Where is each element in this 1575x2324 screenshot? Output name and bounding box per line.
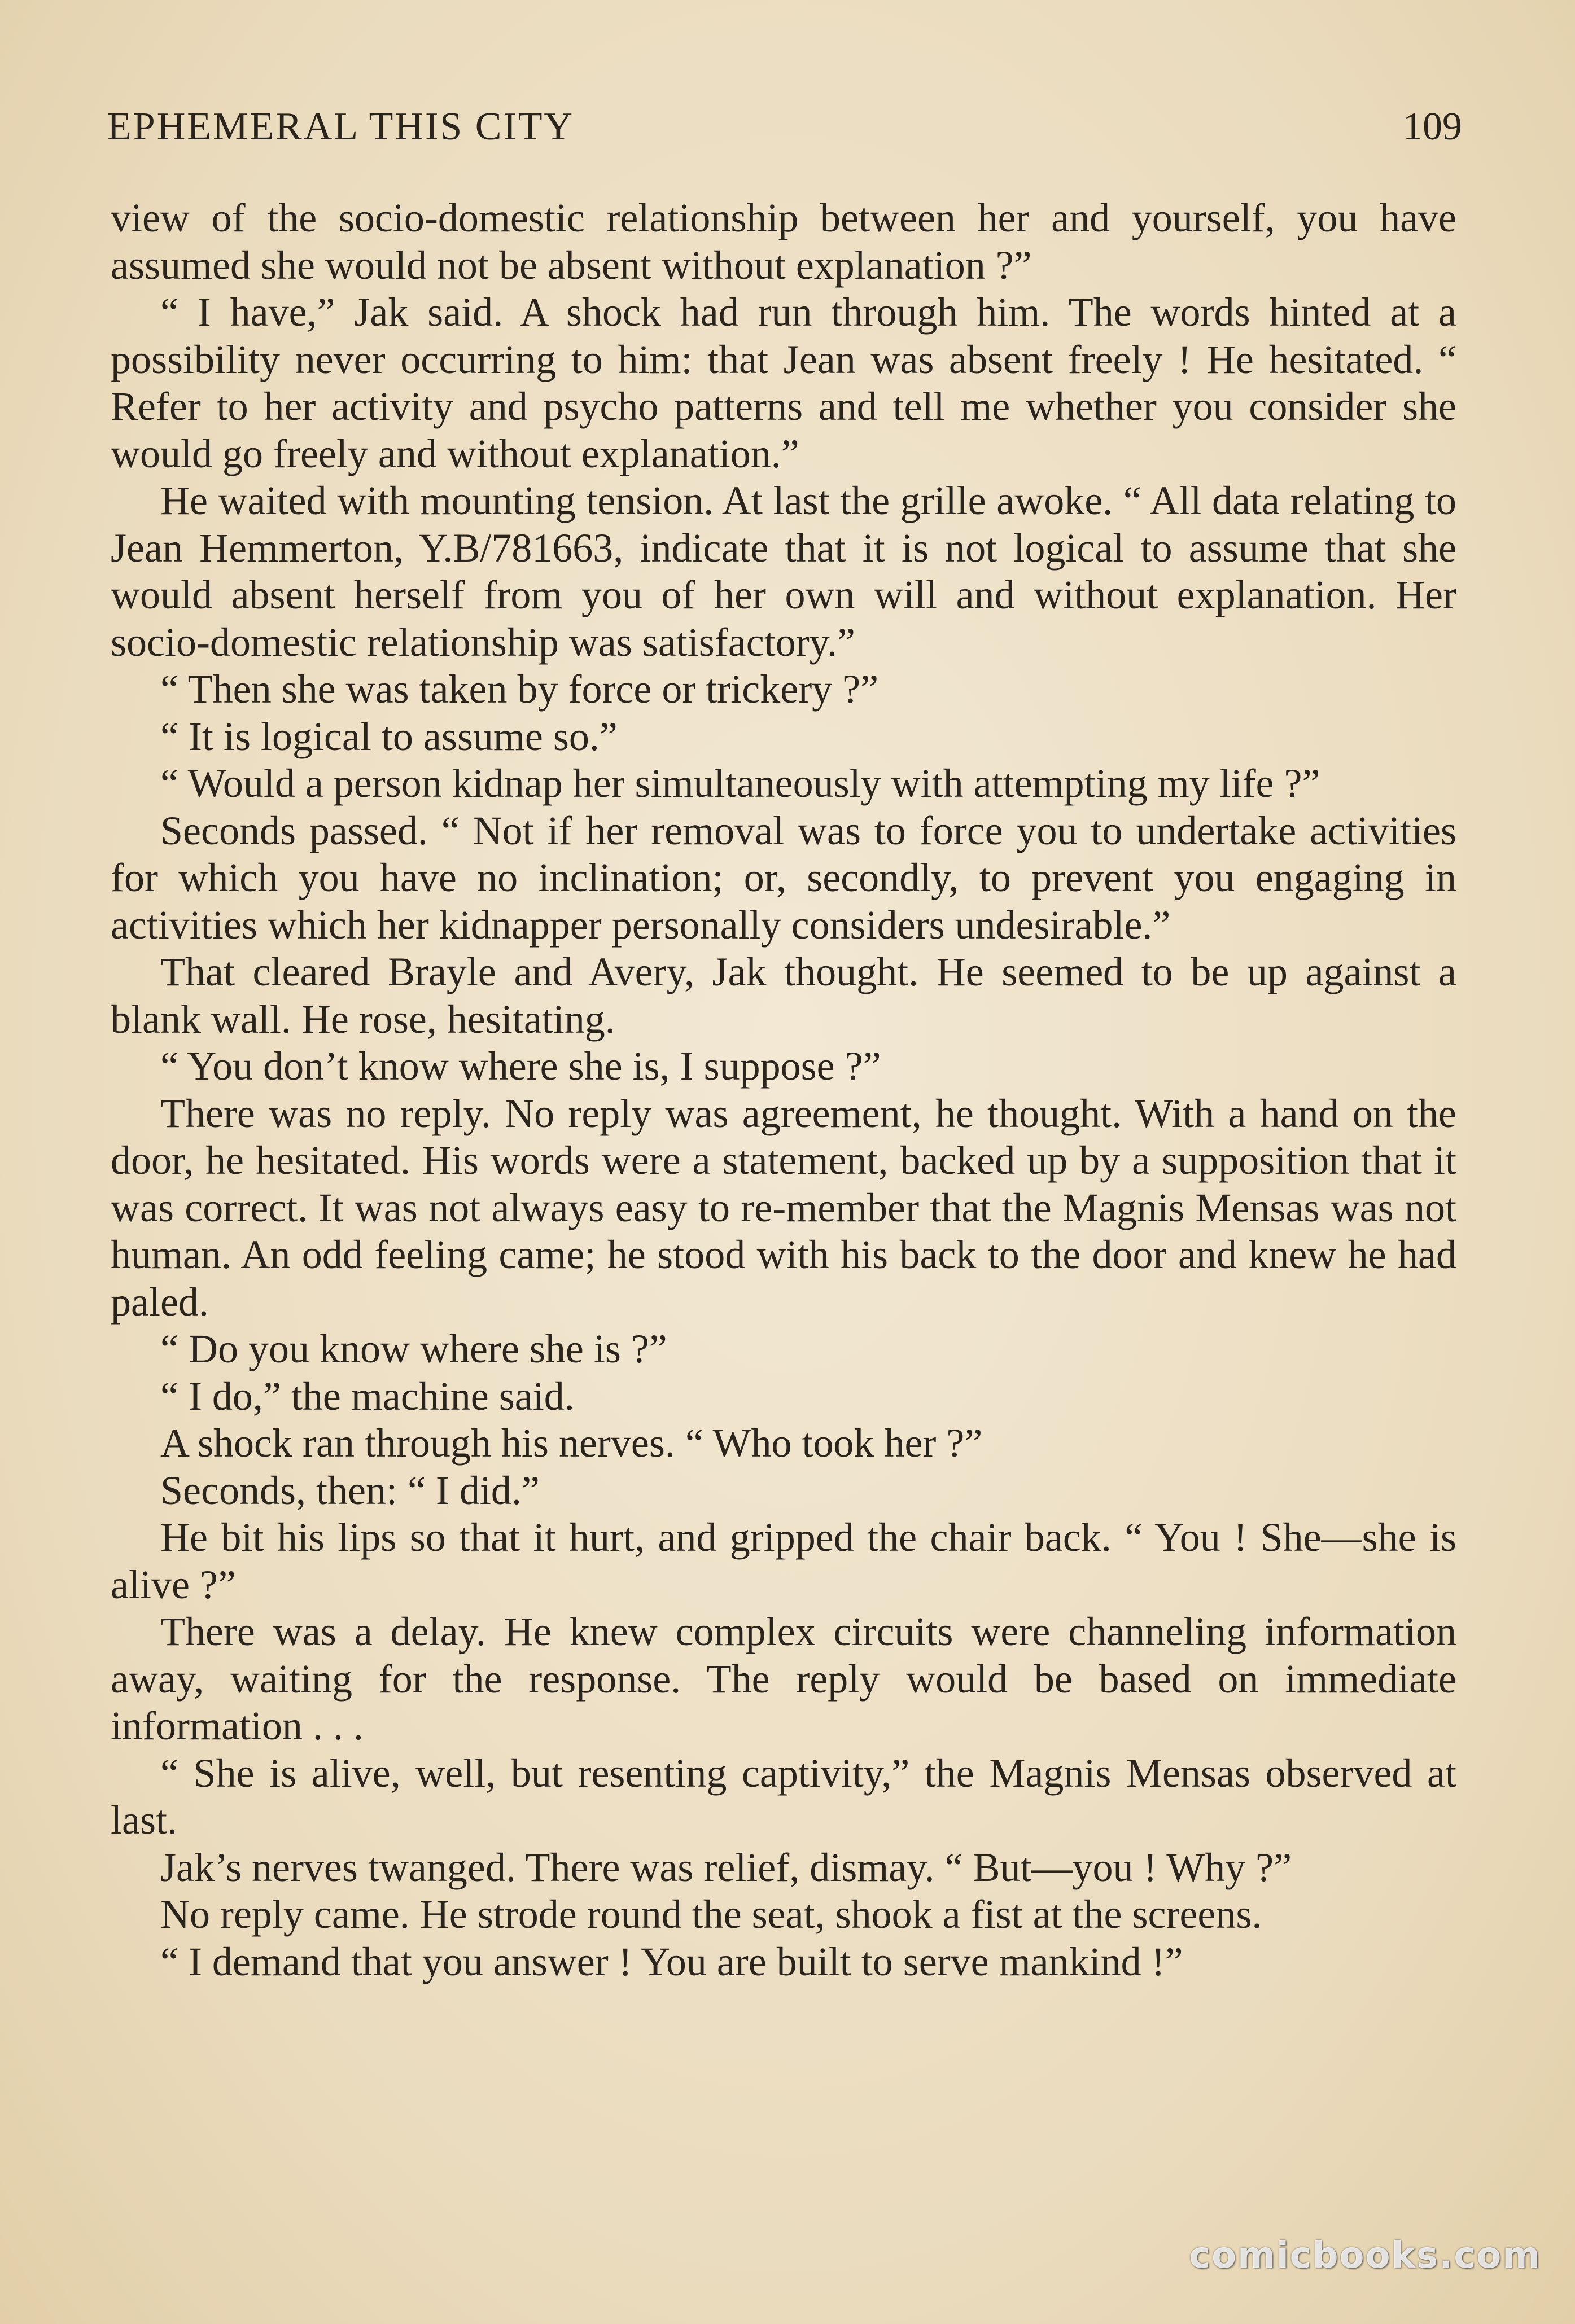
paragraph: He waited with mounting tension. At last the grille awoke. “ All data relating to Jean Hemmerton, Y.B/781663, indicate that it is not logical to assume that she would absent herself from you of her own will and without explanation. Her socio-domestic relationship was satisfactory.” — [111, 478, 1456, 665]
paragraph: “ I do,” the machine said. — [160, 1373, 575, 1419]
page-header — [107, 96, 1462, 158]
paragraph: “ It is logical to assume so.” — [160, 713, 618, 759]
paragraph: “ Then she was taken by force or trickery ?” — [160, 666, 879, 712]
paragraph: There was no reply. No reply was agreement, he thought. With a hand on the door, he hesitated. His words were a statement, backed up by a supposition that it was correct. It was not always easy to re-member that the Magnis Mensas was not human. An odd feeling came; he stood with his back to the door and knew he had paled. — [111, 1090, 1456, 1325]
paragraph: A shock ran through his nerves. “ Who took her ?” — [160, 1420, 983, 1466]
paragraph: No reply came. He strode round the seat, shook a fist at the screens. — [160, 1892, 1262, 1937]
paragraph: He bit his lips so that it hurt, and gripped the chair back. “ You ! She—she is alive ?” — [111, 1515, 1456, 1607]
paragraph: “ You don’t know where she is, I suppose ?” — [160, 1043, 881, 1089]
paragraph: “ She is alive, well, but resenting captivity,” the Magnis Mensas observed at last. — [111, 1750, 1456, 1843]
paragraph: “ I have,” Jak said. A shock had run through him. The words hinted at a possibility never occurring to him: that Jean was absent freely ! He hesitated. “ Refer to her activity and psycho patterns and tell me whether you consider she would go freely and without explanation.” — [111, 290, 1456, 476]
paragraph: view of the socio-domestic relationship between her and yourself, you have assumed she would not be absent without explanation ?” — [111, 195, 1456, 288]
paragraph: “ Do you know where she is ?” — [160, 1326, 667, 1371]
body-text — [111, 195, 1456, 1985]
page-number: 109 — [1403, 105, 1462, 148]
watermark: comicbooks.com — [1189, 2235, 1541, 2277]
running-head: EPHEMERAL THIS CITY — [107, 105, 574, 148]
paragraph: Seconds passed. “ Not if her removal was to force you to undertake activities for which you have no inclination; or, secondly, to prevent you engaging in activities which her kidnapper personally considers undesirable.” — [111, 808, 1456, 948]
paragraph: There was a delay. He knew complex circuits were channeling information away, waiting for the response. The reply would be based on immediate information . . . — [111, 1609, 1456, 1748]
paragraph: That cleared Brayle and Avery, Jak thought. He seemed to be up against a blank wall. He rose, hesitating. — [111, 949, 1456, 1042]
paragraph: Seconds, then: “ I did.” — [160, 1467, 540, 1513]
paragraph: “ Would a person kidnap her simultaneously with attempting my life ?” — [160, 761, 1320, 806]
paragraph: “ I demand that you answer ! You are built to serve mankind !” — [160, 1939, 1183, 1984]
paragraph: Jak’s nerves twanged. There was relief, dismay. “ But—you ! Why ?” — [160, 1844, 1292, 1890]
